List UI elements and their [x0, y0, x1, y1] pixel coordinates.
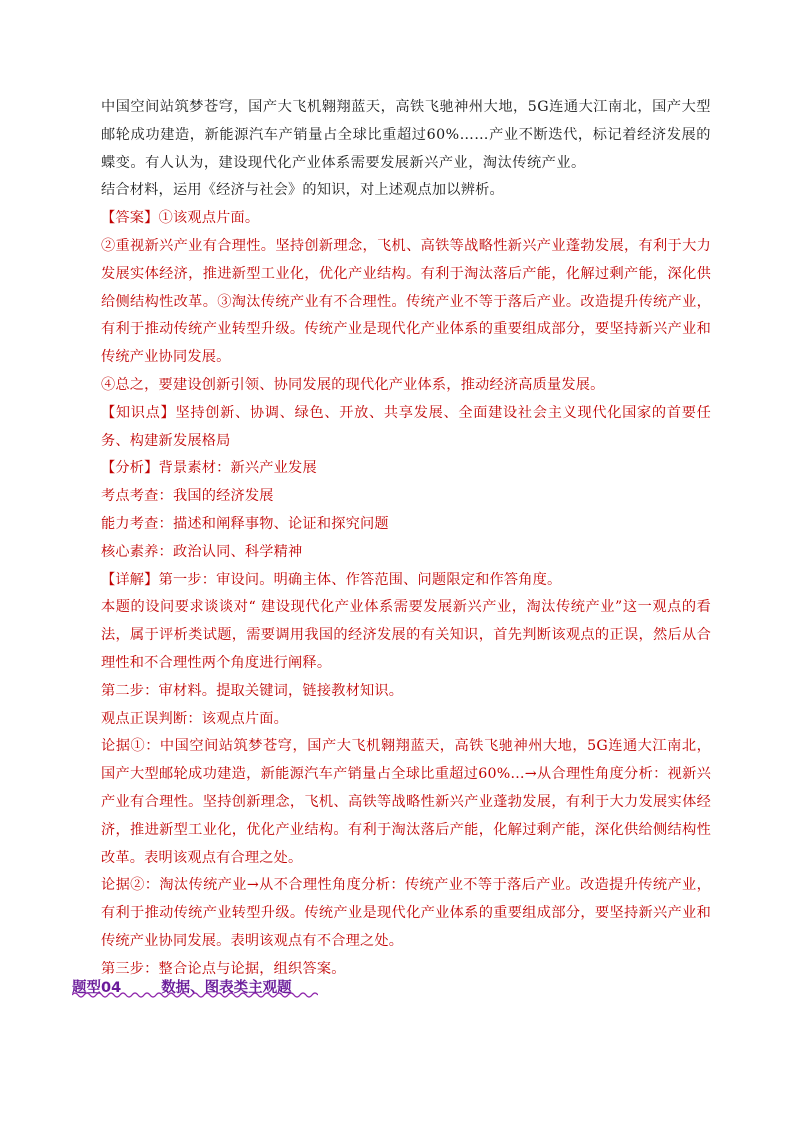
analysis-line-literacy: 核心素养：政治认同、科学精神 — [101, 543, 303, 560]
detail-judgement: 观点正误判断：该观点片面。 — [101, 710, 289, 727]
knowledge-text: 坚持创新、协调、绿色、开放、共享发展、全面建设社会主义现代化国家的首要任务、构建新发展格局 — [101, 404, 711, 449]
detail-step-1: 第一步：审设问。明确主体、作答范围、问题限定和作答角度。 — [158, 571, 562, 588]
answer-point-2-3: ②重视新兴产业有合理性。坚持创新理念，飞机、高铁等战略性新兴产业蓬勃发展，有利于大力发展实体经济，推进新型工业化，优化产业结构。有利于淘汰落后产能，化解过剩产能，深化供给侧结构性改革。③淘汰传统产业有不合理性。传统产业不等于落后产业。改造提升传统产业，有利于推动传统产业转型升级。传统产业是现代化产业体系的重要组成部分，要坚持新兴产业和传统产业协同发展。 — [101, 237, 711, 366]
analysis-text: 背景素材：新兴产业发展 — [158, 460, 317, 477]
question-content — [101, 94, 711, 984]
knowledge-paragraph — [101, 400, 711, 456]
analysis-line-ability: 能力考查：描述和阐释事物、论证和探究问题 — [101, 515, 389, 532]
question-prompt: 结合材料，运用《经济与社会》的知识，对上述观点加以辨析。 — [101, 182, 504, 199]
detail-step-1-text: 本题的设问要求谈谈对“ 建设现代化产业体系需要发展新兴产业，淘汰传统产业”这一观点的看法，属于评析类试题，需要调用我国的经济发展的有关知识，首先判断该观点的正误，然后从合理性和不合理性两个角度进行阐释。 — [101, 599, 711, 671]
answer-first-line — [101, 205, 711, 233]
analysis-paragraph — [101, 455, 711, 483]
section-title: 数据、图表类主观题 — [161, 979, 292, 996]
answer-point-1: ①该观点片面。 — [158, 210, 260, 227]
section-wave-underline-icon — [72, 990, 318, 1000]
answer-point-4: ④总之，要建设创新引领、协同发展的现代化产业体系，推动经济高质量发展。 — [101, 376, 605, 393]
detail-paragraph — [101, 567, 711, 595]
detail-argument-2: 论据②：淘汰传统产业→从不合理性角度分析：传统产业不等于落后产业。改造提升传统产业，有利于推动传统产业转型升级。传统产业是现代化产业体系的重要组成部分，要坚持新兴产业和传统产业协同发展。表明该观点有不合理之处。 — [101, 877, 711, 949]
analysis-line-exam-point: 考点考查：我国的经济发展 — [101, 488, 274, 505]
analysis-tag: 【分析】 — [101, 460, 159, 477]
detail-step-2: 第二步：审材料。提取关键词，链接教材知识。 — [101, 682, 404, 699]
detail-argument-1: 论据①：中国空间站筑梦苍穹，国产大飞机翱翔蓝天，高铁飞驰神州大地，5G连通大江南北，国产大型邮轮成功建造，新能源汽车产销量占全球比重超过60%…→从合理性角度分析：视新兴产业有合理性。坚持创新理念，飞机、高铁等战略性新兴产业蓬勃发展，有利于大力发展实体经济，推进新型工业化，优化产业结构。有利于淘汰落后产能，化解过剩产能，深化供给侧结构性改革。表明该观点有合理之处。 — [101, 738, 711, 866]
detail-tag: 【详解】 — [101, 571, 159, 588]
detail-step-3: 第三步：整合论点与论据，组织答案。 — [101, 960, 346, 977]
material-paragraph: 中国空间站筑梦苍穹，国产大飞机翱翔蓝天，高铁飞驰神州大地，5G连通大江南北，国产大型邮轮成功建造，新能源汽车产销量占全球比重超过60%……产业不断迭代，标记着经济发展的蝶变。有人认为，建设现代化产业体系需要发展新兴产业，淘汰传统产业。 — [101, 99, 711, 171]
answer-tag: 【答案】 — [101, 210, 159, 227]
section-number: 题型04 — [72, 979, 122, 996]
knowledge-tag: 【知识点】 — [101, 404, 176, 421]
